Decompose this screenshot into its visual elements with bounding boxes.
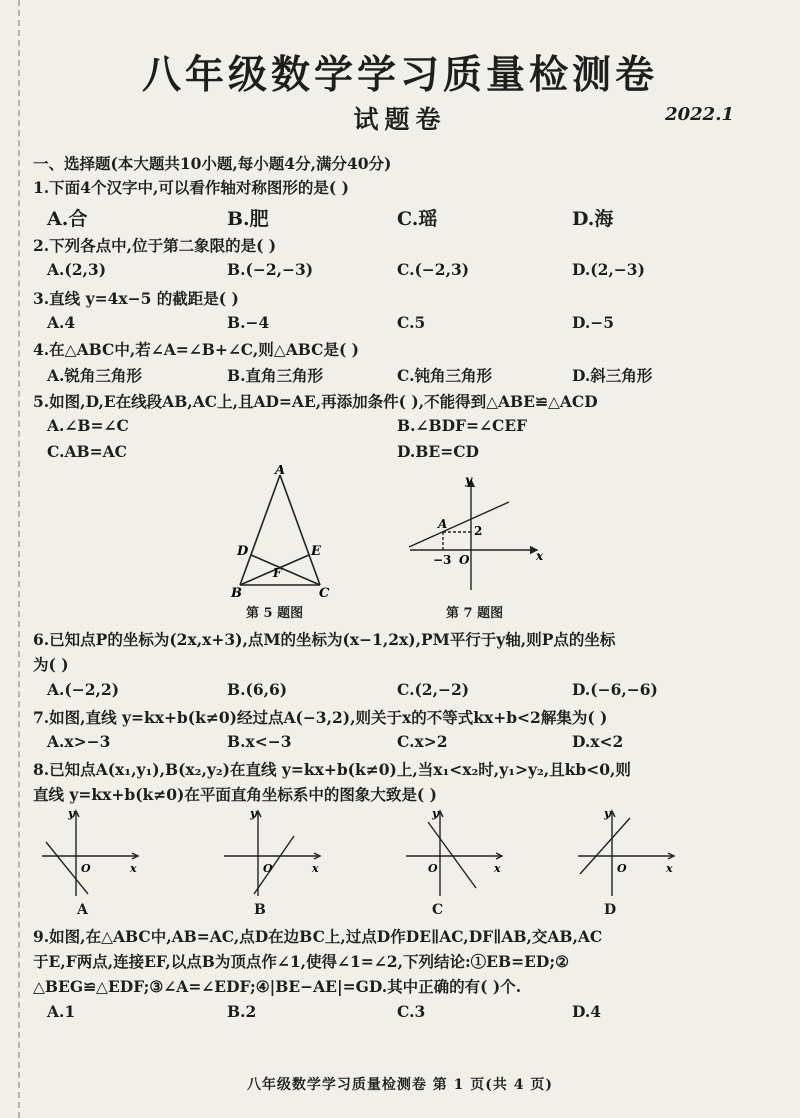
option-d: D.(2,−3): [572, 260, 645, 279]
q8-graph-c: [400, 808, 510, 900]
origin-label: O: [617, 862, 627, 875]
option-d: D.−5: [572, 313, 615, 332]
origin-label: O: [428, 862, 438, 875]
option-b: B.2: [227, 1002, 257, 1021]
question-7-options: [47, 732, 767, 754]
option-b: B.(−2,−3): [227, 260, 314, 279]
option-c: C.5: [397, 313, 426, 332]
axis-y-label: y: [68, 808, 75, 820]
q8-graph-a: [36, 808, 146, 900]
question-1-options: [47, 204, 767, 230]
question-6-stem-2: 为( ): [33, 655, 69, 674]
option-d: D.斜三角形: [572, 366, 653, 385]
question-8-stem-2: 直线 y=kx+b(k≠0)在平面直角坐标系中的图象大致是( ): [33, 785, 437, 804]
axis-x-label: x: [312, 862, 319, 875]
option-b: B.x<−3: [227, 732, 292, 751]
option-c: C.AB=AC: [47, 442, 127, 461]
page-title: 八年级数学学习质量检测卷: [141, 52, 658, 98]
option-a: A.∠B=∠C: [47, 416, 129, 435]
option-c: C.x>2: [397, 732, 448, 751]
axis-x-label: x: [666, 862, 673, 875]
option-c: C.3: [397, 1002, 426, 1021]
option-c: C.(2,−2): [397, 680, 470, 699]
option-d: D.BE=CD: [397, 442, 479, 461]
figure-7-graph: [405, 472, 545, 597]
question-9-stem-1: 9.如图,在△ABC中,AB=AC,点D在边BC上,过点D作DE∥AC,DF∥AB,交AB,AC: [33, 927, 603, 946]
question-9-stem-2: 于E,F两点,连接EF,以点B为顶点作∠1,使得∠1=∠2,下列结论:①EB=ED;②: [33, 952, 569, 971]
label-a: A: [275, 465, 286, 478]
question-9-stem-3: △BEG≌△EDF;③∠A=∠EDF;④|BE−AE|=GD.其中正确的有( )个.: [33, 977, 522, 996]
question-6-stem-1: 6.已知点P的坐标为(2x,x+3),点M的坐标为(x−1,2x),PM平行于y轴,则P点的坐标: [33, 630, 616, 649]
option-b: B.∠BDF=∠CEF: [397, 416, 528, 435]
tick-neg3-label: −3: [433, 553, 452, 567]
option-a: A.(2,3): [47, 260, 107, 279]
section-heading: 一、选择题(本大题共10小题,每小题4分,满分40分): [33, 154, 392, 173]
option-a: A.锐角三角形: [47, 366, 142, 385]
option-a: A.4: [47, 313, 76, 332]
page-footer: 八年级数学学习质量检测卷 第 1 页(共 4 页): [246, 1077, 554, 1093]
origin-label: O: [459, 553, 470, 567]
axis-x-label: x: [130, 862, 137, 875]
q8-option-a: A: [77, 902, 88, 918]
axis-x-label: x: [536, 549, 544, 563]
question-4-stem: 4.在△ABC中,若∠A=∠B+∠C,则△ABC是( ): [33, 340, 360, 359]
axis-y-label: y: [604, 808, 611, 820]
q8-option-b: B: [254, 902, 266, 918]
question-5-stem: 5.如图,D,E在线段AB,AC上,且AD=AE,再添加条件( ),不能得到△ABE≌△ACD: [33, 392, 598, 411]
option-b: B.(6,6): [227, 680, 288, 699]
option-d: D.4: [572, 1002, 602, 1021]
axis-x-label: x: [494, 862, 501, 875]
binding-line: [18, 0, 20, 1118]
option-b: B.肥: [227, 208, 269, 230]
question-2-options: [47, 260, 767, 282]
option-c: C.钝角三角形: [397, 366, 492, 385]
option-a: A.(−2,2): [47, 680, 120, 699]
origin-label: O: [81, 862, 91, 875]
option-d: D.海: [572, 208, 614, 230]
exam-date: 2022.1: [665, 104, 734, 125]
option-b: B.−4: [227, 313, 270, 332]
axis-y-label: y: [432, 808, 439, 820]
origin-label: O: [263, 862, 273, 875]
option-c: C.瑶: [397, 208, 438, 230]
option-a: A.1: [47, 1002, 76, 1021]
option-d: D.x<2: [572, 732, 624, 751]
option-d: D.(−6,−6): [572, 680, 658, 699]
option-a: A.合: [47, 208, 88, 230]
q8-option-c: C: [432, 902, 444, 918]
question-8-stem-1: 8.已知点A(x₁,y₁),B(x₂,y₂)在直线 y=kx+b(k≠0)上,当x₁<x₂时,y₁>y₂,且kb<0,则: [33, 760, 631, 779]
option-c: C.(−2,3): [397, 260, 470, 279]
question-4-options: [47, 364, 767, 386]
axis-y-label: y: [250, 808, 257, 820]
q8-option-d: D: [604, 902, 617, 918]
axis-y-label: y: [465, 473, 472, 487]
question-9-options: [47, 1002, 767, 1024]
option-a: A.x>−3: [47, 732, 111, 751]
question-3-options: [47, 313, 767, 335]
question-3-stem: 3.直线 y=4x−5 的截距是( ): [33, 289, 239, 308]
label-b: B: [231, 586, 242, 600]
question-5-options-row2: [47, 442, 767, 464]
figure-5-triangle: [225, 465, 335, 600]
point-a-label: A: [438, 517, 448, 531]
q8-graph-b: [218, 808, 328, 900]
question-6-options: [47, 680, 767, 702]
label-c: C: [319, 586, 330, 600]
question-1-stem: 1.下面4个汉字中,可以看作轴对称图形的是( ): [33, 178, 349, 197]
tick-2-label: 2: [474, 524, 483, 538]
q8-graph-d: [572, 808, 682, 900]
option-b: B.直角三角形: [227, 366, 323, 385]
page-subtitle: 试题卷: [353, 105, 447, 134]
question-2-stem: 2.下列各点中,位于第二象限的是( ): [33, 236, 277, 255]
label-e: E: [311, 544, 321, 559]
figure-7-caption: 第 7 题图: [446, 606, 504, 621]
question-7-stem: 7.如图,直线 y=kx+b(k≠0)经过点A(−3,2),则关于x的不等式kx+b<2解集为( ): [33, 708, 608, 727]
figure-5-caption: 第 5 题图: [246, 606, 304, 621]
label-f: F: [273, 566, 282, 580]
label-d: D: [237, 544, 249, 559]
question-5-options-row1: [47, 416, 767, 438]
